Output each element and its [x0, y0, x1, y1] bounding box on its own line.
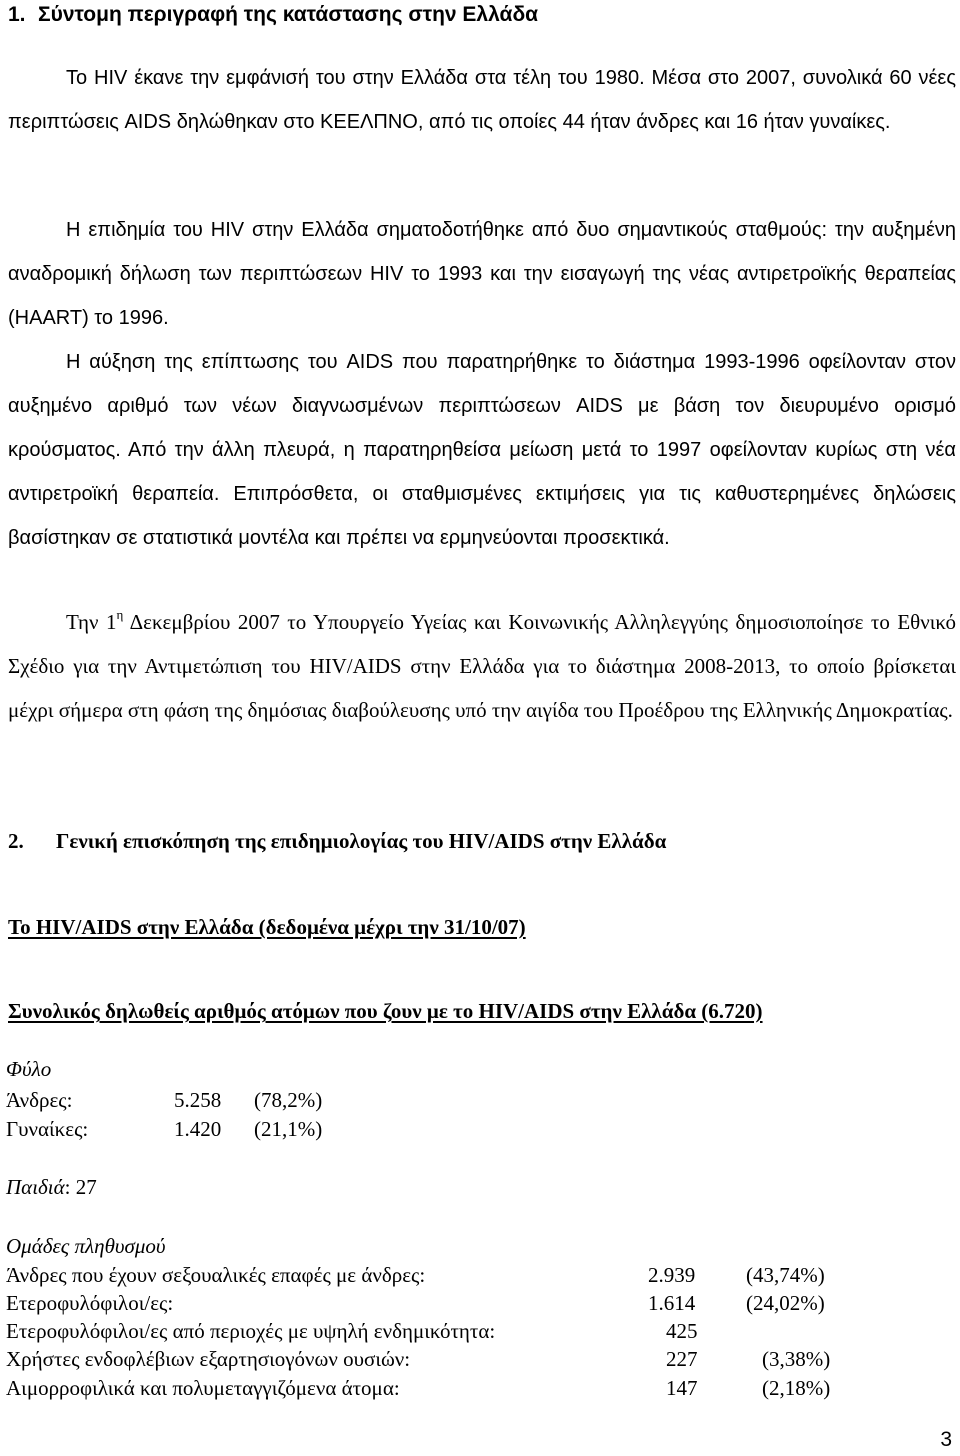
sex-row-label: Γυναίκες:: [6, 1117, 89, 1141]
section-2-number: 2.: [8, 829, 24, 853]
paragraph-3: [8, 340, 956, 560]
paragraph-1: [8, 56, 956, 144]
groups-row-value: 425: [666, 1319, 698, 1343]
sex-label: Φύλο: [6, 1057, 52, 1081]
children-label: Παιδιά: [6, 1175, 65, 1199]
groups-row-label: Άνδρες που έχουν σεξουαλικές επαφές με άνδρες:: [6, 1263, 426, 1287]
groups-row-value: 1.614: [648, 1291, 696, 1315]
page-number: 3: [940, 1428, 952, 1451]
groups-row-pct: (3,38%): [762, 1347, 831, 1371]
groups-row-label: Χρήστες ενδοφλέβιων εξαρτησιογόνων ουσιών:: [6, 1347, 411, 1371]
sex-row-pct: (21,1%): [254, 1117, 323, 1141]
paragraph-4-part-a: Την 1: [66, 610, 117, 634]
paragraph-4-part-b: Δεκεμβρίου 2007 το Υπουργείο Υγείας και Κοινωνικής Αλληλεγγύης δημοσιοποίησε το Εθνικό Σχέδιο για την Αντιμετώπιση του HIV/AIDS στην Ελλάδα για το διάστημα 2008-2013, το οποίο βρίσκεται μέχρι σήμερα στη φάση της δημόσιας διαβούλευσης υπό την αιγίδα του Προέδρου της Ελληνικής Δημοκρατίας.: [8, 610, 957, 722]
groups-label: Ομάδες πληθυσμού: [6, 1234, 166, 1258]
groups-row-pct: (43,74%): [746, 1263, 825, 1287]
section-1-heading: [8, 0, 538, 30]
paragraph-2: [8, 208, 956, 340]
groups-row-label: Αιμορροφιλικά και πολυμεταγγιζόμενα άτομα:: [6, 1376, 400, 1400]
sex-row-value: 1.420: [174, 1117, 222, 1141]
groups-row-label: Ετεροφυλόφιλοι/ες από περιοχές με υψηλή ενδημικότητα:: [6, 1319, 496, 1343]
paragraph-2-text: Η επιδημία του HIV στην Ελλάδα σηματοδοτήθηκε από δυο σημαντικούς σταθμούς: την αυξημένη αναδρομική δήλωση των περιπτώσεων HIV το 1993 και την εισαγωγή της νέας αντιρετροϊκής θεραπείας (HAART) το 1996.: [8, 219, 956, 329]
section-2-title: Γενική επισκόπηση της επιδημιολογίας του HIV/AIDS στην Ελλάδα: [56, 829, 667, 853]
groups-row-value: 227: [666, 1347, 698, 1371]
sex-row-pct: (78,2%): [254, 1088, 323, 1112]
groups-row-value: 2.939: [648, 1263, 696, 1287]
total-heading: Συνολικός δηλωθείς αριθμός ατόμων που ζουν με το HIV/AIDS στην Ελλάδα (6.720): [8, 999, 763, 1023]
paragraph-3-text: Η αύξηση της επίπτωσης του AIDS που παρατηρήθηκε το διάστημα 1993-1996 οφείλονταν στον αυξημένο αριθμό των νέων διαγνωσμένων περιπτώσεων AIDS με βάση τον διευρυμένο ορισμό κρούσματος. Από την άλλη πλευρά, η παρατηρηθείσα μείωση μετά το 1997 οφείλονταν κυρίως στη νέα αντιρετροϊκή θεραπεία. Επιπρόσθετα, οι σταθμισμένες εκτιμήσεις για τις καθυστερημένες δηλώσεις βασίστηκαν σε στατιστικά μοντέλα και πρέπει να ερμηνεύονται προσεκτικά.: [8, 351, 956, 549]
section-2-heading: [8, 826, 666, 856]
section-1-number: 1.: [8, 3, 26, 26]
paragraph-4-superscript: η: [116, 607, 124, 622]
groups-row-value: 147: [666, 1376, 698, 1400]
sex-row-value: 5.258: [174, 1088, 222, 1112]
data-subtitle: Το HIV/AIDS στην Ελλάδα (δεδομένα μέχρι την 31/10/07): [8, 915, 526, 939]
children-value: : 27: [64, 1175, 97, 1199]
section-1-title: Σύντομη περιγραφή της κατάστασης στην Ελλάδα: [38, 3, 539, 26]
groups-row-pct: (2,18%): [762, 1376, 831, 1400]
paragraph-4: [8, 600, 956, 732]
children-line: [6, 1172, 97, 1202]
paragraph-1-text: Το HIV έκανε την εμφάνισή του στην Ελλάδα στα τέλη του 1980. Μέσα στο 2007, συνολικά 60 νέες περιπτώσεις AIDS δηλώθηκαν στο ΚΕΕΛΠΝΟ, από τις οποίες 44 ήταν άνδρες και 16 ήταν γυναίκες.: [8, 67, 956, 133]
groups-row-pct: (24,02%): [746, 1291, 825, 1315]
groups-row-label: Ετεροφυλόφιλοι/ες:: [6, 1291, 174, 1315]
sex-row-label: Άνδρες:: [6, 1088, 73, 1112]
